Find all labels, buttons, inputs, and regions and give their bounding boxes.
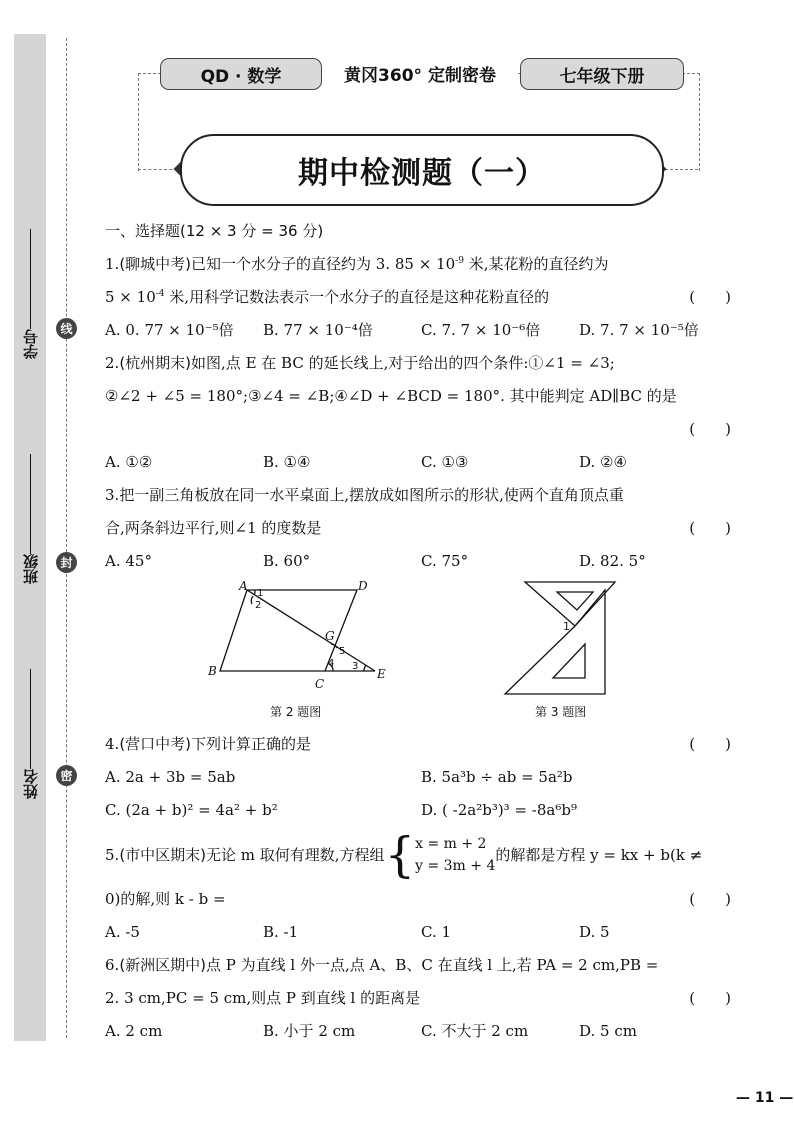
figures-row	[105, 578, 737, 728]
q5-line1	[105, 827, 737, 883]
fig2-angle-4: 4	[328, 658, 335, 669]
q5-options	[105, 916, 737, 949]
q6-option-a[interactable]: A. 2 cm	[105, 1022, 163, 1040]
figure-3-diagram	[505, 582, 615, 694]
fig2-angle-2: 2	[255, 600, 262, 611]
q3-option-d[interactable]: D. 82. 5°	[579, 552, 646, 570]
class-blank	[30, 454, 31, 554]
q1-option-b[interactable]: B. 77 × 10⁻⁴倍	[263, 321, 373, 339]
q2-options	[105, 446, 737, 479]
q5-text: 无论 m 取何有理数,方程组	[206, 845, 385, 864]
q4-answer-blank[interactable]: ( )	[689, 735, 731, 753]
fig3-caption: 第 3 题图	[535, 705, 587, 719]
q6-source: (新洲区期中)	[119, 956, 207, 974]
q1-number: 1.	[105, 255, 120, 273]
student-id-label: 学号	[21, 329, 40, 359]
q1-text2-b: 米,用科学记数法表示一个水分子的直径是这种花粉直径的	[164, 288, 550, 306]
seal-seal-mark: 封	[56, 552, 77, 573]
fig3-angle-1: 1	[563, 620, 570, 633]
cut-line	[66, 38, 67, 1038]
section-heading: 一、选择题(12 × 3 分 = 36 分)	[105, 222, 324, 240]
name-label: 姓名	[21, 769, 40, 799]
q6-text: 点 P 为直线 l 外一点,点 A、B、C 在直线 l 上,若 PA = 2 cm,PB =	[206, 956, 659, 974]
q4-number: 4.	[105, 735, 120, 753]
q1-text2: 5 × 10	[105, 288, 156, 306]
q6-options	[105, 1015, 737, 1048]
brace-icon: {	[384, 827, 416, 883]
name-blank	[30, 669, 31, 769]
angle-1-arc	[254, 590, 255, 595]
grade-badge: 七年级下册	[520, 58, 684, 90]
class-field	[16, 450, 44, 584]
q4-text: 下列计算正确的是	[191, 735, 312, 753]
q4-line1	[105, 728, 737, 761]
q6-option-d[interactable]: D. 5 cm	[579, 1022, 637, 1040]
q1-exp1: -9	[455, 256, 464, 266]
fig2-label-c: C	[315, 677, 325, 691]
name-field	[16, 665, 44, 799]
fig2-angle-1: 1	[257, 588, 264, 599]
q1-line2	[105, 281, 737, 314]
fig2-label-e: E	[377, 667, 386, 681]
subject-badge: QD · 数学	[160, 58, 322, 90]
q2-option-a[interactable]: A. ①②	[105, 453, 153, 471]
q3-number: 3.	[105, 486, 120, 504]
seal-cut-mark: 密	[56, 765, 77, 786]
q5-option-d[interactable]: D. 5	[579, 923, 610, 941]
q3-line2	[105, 512, 737, 545]
q6-option-c[interactable]: C. 不大于 2 cm	[421, 1022, 529, 1040]
q5-eq2: y = 3m + 4	[415, 858, 496, 874]
page-number: — 11 —	[736, 1090, 794, 1106]
q4-option-c[interactable]: C. (2a + b)² = 4a² + b²	[105, 801, 278, 819]
q2-option-d[interactable]: D. ②④	[579, 453, 627, 471]
q2-text2: ②∠2 + ∠5 = 180°;③∠4 = ∠B;④∠D + ∠BCD = 180°. 其中能判定 AD∥BC 的是	[105, 387, 677, 405]
q1-option-c[interactable]: C. 7. 7 × 10⁻⁶倍	[421, 321, 541, 339]
q4-option-b[interactable]: B. 5a³b ÷ ab = 5a²b	[421, 768, 573, 786]
student-id-field	[16, 225, 44, 359]
q6-line1	[105, 949, 737, 982]
q5-number: 5.	[105, 845, 120, 864]
q2-line1	[105, 347, 737, 380]
q2-answer-blank[interactable]: ( )	[689, 420, 731, 438]
q5-source: (市中区期末)	[119, 845, 207, 864]
q5-answer-blank[interactable]: ( )	[689, 890, 731, 908]
q2-option-b[interactable]: B. ①④	[263, 453, 311, 471]
angle-2-arc	[251, 596, 253, 604]
q5-option-a[interactable]: A. -5	[105, 923, 140, 941]
upper-triangle-inner	[557, 592, 593, 610]
q1-answer-blank[interactable]: ( )	[689, 288, 731, 306]
q2-text: 如图,点 E 在 BC 的延长线上,对于给出的四个条件:①∠1 = ∠3;	[191, 354, 615, 372]
figures-svg	[105, 578, 737, 728]
question-list	[105, 215, 737, 1048]
figure-2-diagram	[220, 590, 375, 671]
q3-option-a[interactable]: A. 45°	[105, 552, 152, 570]
seal-line-mark: 线	[56, 318, 77, 339]
q1-option-a[interactable]: A. 0. 77 × 10⁻⁵倍	[105, 321, 234, 339]
q5-system	[384, 827, 496, 883]
q4-option-a[interactable]: A. 2a + 3b = 5ab	[105, 768, 236, 786]
segment-ae	[247, 590, 375, 671]
q4-options-cd	[105, 794, 737, 827]
q4-source: (营口中考)	[119, 735, 192, 753]
q4-options-ab	[105, 761, 737, 794]
q2-number: 2.	[105, 354, 120, 372]
q3-text: 把一副三角板放在同一水平桌面上,摆放成如图所示的形状,使两个直角顶点重	[119, 486, 624, 504]
fig2-angle-3: 3	[352, 661, 359, 672]
q2-option-c[interactable]: C. ①③	[421, 453, 469, 471]
q6-number: 6.	[105, 956, 120, 974]
q6-line2	[105, 982, 737, 1015]
q3-line1	[105, 479, 737, 512]
lower-triangle-inner	[553, 644, 585, 678]
q1-options	[105, 314, 737, 347]
q5-option-c[interactable]: C. 1	[421, 923, 452, 941]
fig2-label-d: D	[358, 579, 368, 593]
q1-text: 已知一个水分子的直径约为 3. 85 × 10	[191, 255, 456, 273]
series-name: 黄冈360° 定制密卷	[322, 58, 518, 88]
q6-answer-blank[interactable]: ( )	[689, 989, 731, 1007]
fig2-angle-5: 5	[339, 646, 346, 657]
q3-option-b[interactable]: B. 60°	[263, 552, 311, 570]
q1-source: (聊城中考)	[119, 255, 192, 273]
fig2-label-b: B	[208, 664, 217, 678]
q3-option-c[interactable]: C. 75°	[421, 552, 469, 570]
q5-option-b[interactable]: B. -1	[263, 923, 299, 941]
q6-option-b[interactable]: B. 小于 2 cm	[263, 1022, 356, 1040]
q1-line1	[105, 248, 737, 281]
exam-title: 期中检测题（一）	[180, 134, 664, 206]
parallelogram-abcd	[220, 590, 357, 671]
q4-option-d[interactable]: D. ( -2a²b³)³ = -8a⁶b⁹	[421, 801, 577, 819]
fig2-caption: 第 2 题图	[270, 705, 322, 719]
q5-line2	[105, 883, 737, 916]
angle-3-arc	[364, 665, 366, 671]
q1-text-b: 米,某花粉的直径约为	[463, 255, 609, 273]
q5-eq1: x = m + 2	[415, 836, 487, 852]
q2-line3	[105, 413, 737, 446]
q3-options	[105, 545, 737, 578]
fig2-label-g: G	[325, 629, 335, 643]
q1-option-d[interactable]: D. 7. 7 × 10⁻⁵倍	[579, 321, 699, 339]
q5-text-post: 的解都是方程 y = kx + b(k ≠	[495, 845, 703, 864]
fig2-label-a: A	[239, 579, 248, 593]
q3-text2: 合,两条斜边平行,则∠1 的度数是	[105, 519, 322, 537]
q2-source: (杭州期末)	[119, 354, 192, 372]
q3-answer-blank[interactable]: ( )	[689, 519, 731, 537]
q2-line2	[105, 380, 737, 413]
q1-exp2: -4	[155, 289, 165, 299]
student-id-blank	[30, 229, 31, 329]
q6-text2: 2. 3 cm,PC = 5 cm,则点 P 到直线 l 的距离是	[105, 989, 421, 1007]
class-label: 班级	[21, 554, 40, 584]
q5-text2: 0)的解,则 k - b =	[105, 890, 226, 908]
